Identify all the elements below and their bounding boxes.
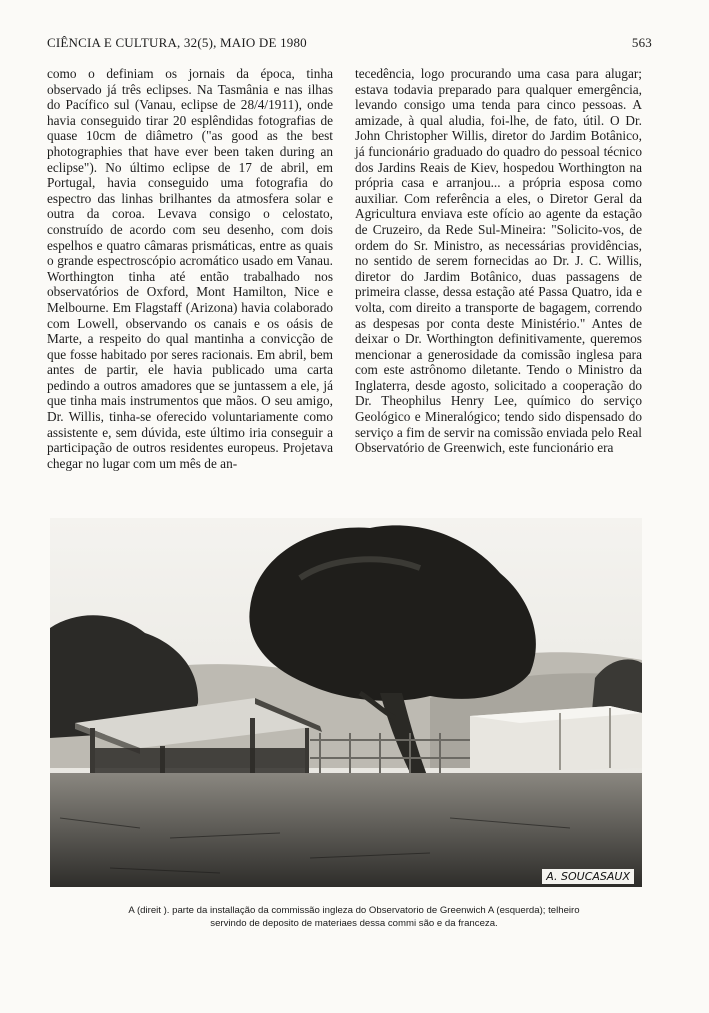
right-column bbox=[355, 66, 642, 456]
caption-line-1: A (direit ). parte da installação da commissão ingleza do Observatorio de Greenwich A (esquerda); telheiro bbox=[128, 905, 580, 916]
figure-caption bbox=[74, 904, 634, 930]
caption-line-2: servindo de deposito de materiaes dessa commi são e da franceza. bbox=[210, 918, 498, 929]
photograph bbox=[50, 518, 642, 887]
journal-title: CIÊNCIA E CULTURA, 32(5), MAIO DE 1980 bbox=[47, 35, 307, 50]
photographer-signature: A. SOUCASAUX bbox=[542, 869, 634, 884]
page-number: 563 bbox=[631, 35, 652, 50]
running-header bbox=[47, 35, 652, 51]
left-column-text: como o definiam os jornais da época, tinha observado já três eclipses. Na Tasmânia e nas ilhas do Pacífico sul (Vanau, eclipse de 28/4/1911), onde havia conseguido tirar 20 esplêndidas fotografias de quase 10cm de diâmetro ("as good as the best photographies that have ever been taken during an eclipse"). No último eclipse de 17 de abril, em Portugal, havia conseguido uma fotografia do espectro das linhas brilhantes da atmosfera solar e outra da coroa. Levava consigo o celostato, construído de acordo com seu desenho, com dois espelhos e quatro câmaras prismáticas, entre as quais o grande espectroscópio acromático usado em Vanau. Worthington tinha até então trabalhado nos observatórios de Oxford, Mont Hamilton, Nice e Melbourne. Em Flagstaff (Arizona) havia colaborado com Lowell, observando os canais e os oásis de Marte, a respeito do qual mantinha a convicção de que fosse habitado por seres racionais. Em abril, bem antes de partir, ele havia publicado uma carta pedindo a outros amadores que se juntassem a ele, já que tinha mais instrumentos que mãos. O seu amigo, Dr. Willis, tinha-se oferecido voluntariamente como assistente e, sem dúvida, este último iria conseguir a participação de outros residentes europeus. Projetava chegar no lugar com um mês de an- bbox=[47, 66, 333, 471]
photograph-illustration bbox=[50, 518, 642, 887]
left-column bbox=[47, 66, 333, 471]
right-column-text: tecedência, logo procurando uma casa para alugar; estava todavia preparado para qualquer emergência, levando consigo uma tenda para cinco pessoas. A amizade, à qual aludia, foi-lhe, de fato, útil. O Dr. John Christopher Willis, diretor do Jardim Botânico, já funcionário graduado do quadro do pessoal técnico dos Jardins Reais de Kiev, hospedou Worthington na própria casa e arranjou... a própria esposa como auxiliar. Com referência a eles, o Diretor Geral da Agricultura enviava este ofício ao agente da estação de Cruzeiro, da Rede Sul-Mineira: "Solicito-vos, de ordem do Sr. Ministro, as necessárias providências, no sentido de serem fornecidas ao Dr. J. C. Willis, diretor do Jardim Botânico, duas passagens de primeira classe, dessa estação até Passa Quatro, ida e volta, com direito a transporte de bagagem, correndo as despesas por conta deste Ministério." Antes de deixar o Dr. Worthington definitivamente, queremos mencionar a generosidade da comissão inglesa para com este astrônomo diletante. Tendo o Ministro da Inglaterra, desde agosto, solicitado a cooperação do Dr. Theophilus Henry Lee, químico do serviço Geológico e Mineralógico; tendo sido dispensado do serviço a fim de servir na comissão enviada pelo Real Observatório de Greenwich, este funcionário era bbox=[355, 66, 642, 456]
